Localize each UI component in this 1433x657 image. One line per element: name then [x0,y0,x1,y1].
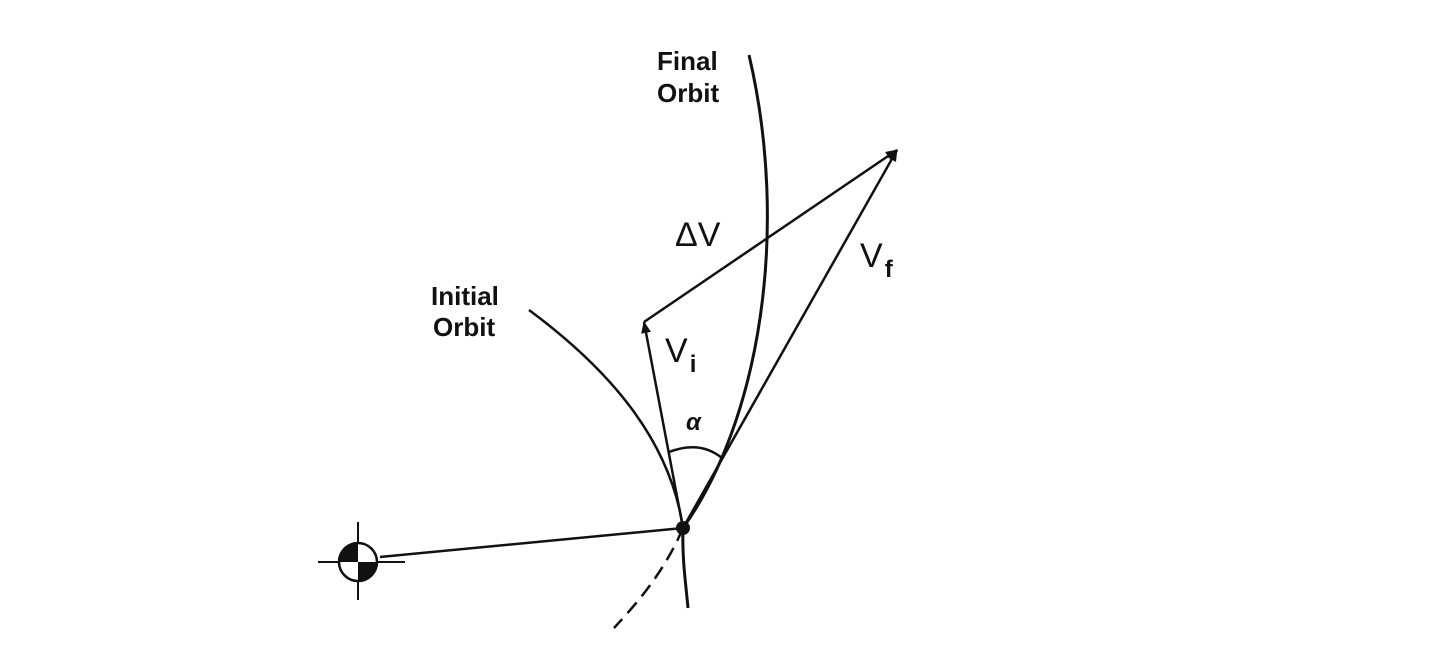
burn-point-dot [676,521,690,535]
initial-orbit-curve [529,310,683,528]
v-final-label-subscript: f [884,256,893,283]
initial-orbit-dashed-continuation [614,528,683,628]
alpha-angle-arc [669,447,722,458]
final-orbit-label-line2: Orbit [657,78,720,108]
v-final-vector [683,150,897,528]
delta-v-label: ΔV [675,216,721,254]
alpha-label: α [686,409,701,436]
v-initial-label-main: V [665,332,688,370]
initial-orbit-label-line1: Initial [431,281,499,311]
final-orbit-curve [683,55,767,528]
v-initial-label [665,332,696,378]
initial-orbit-label-line2: Orbit [433,312,496,342]
radius-line [380,528,683,557]
v-initial-label-subscript: i [689,351,697,378]
final-orbit-lower-curve [683,528,688,608]
central-body-icon [318,522,405,600]
final-orbit-label-line1: Final [657,46,718,76]
v-final-label [860,237,894,283]
v-final-label-main: V [860,237,883,275]
